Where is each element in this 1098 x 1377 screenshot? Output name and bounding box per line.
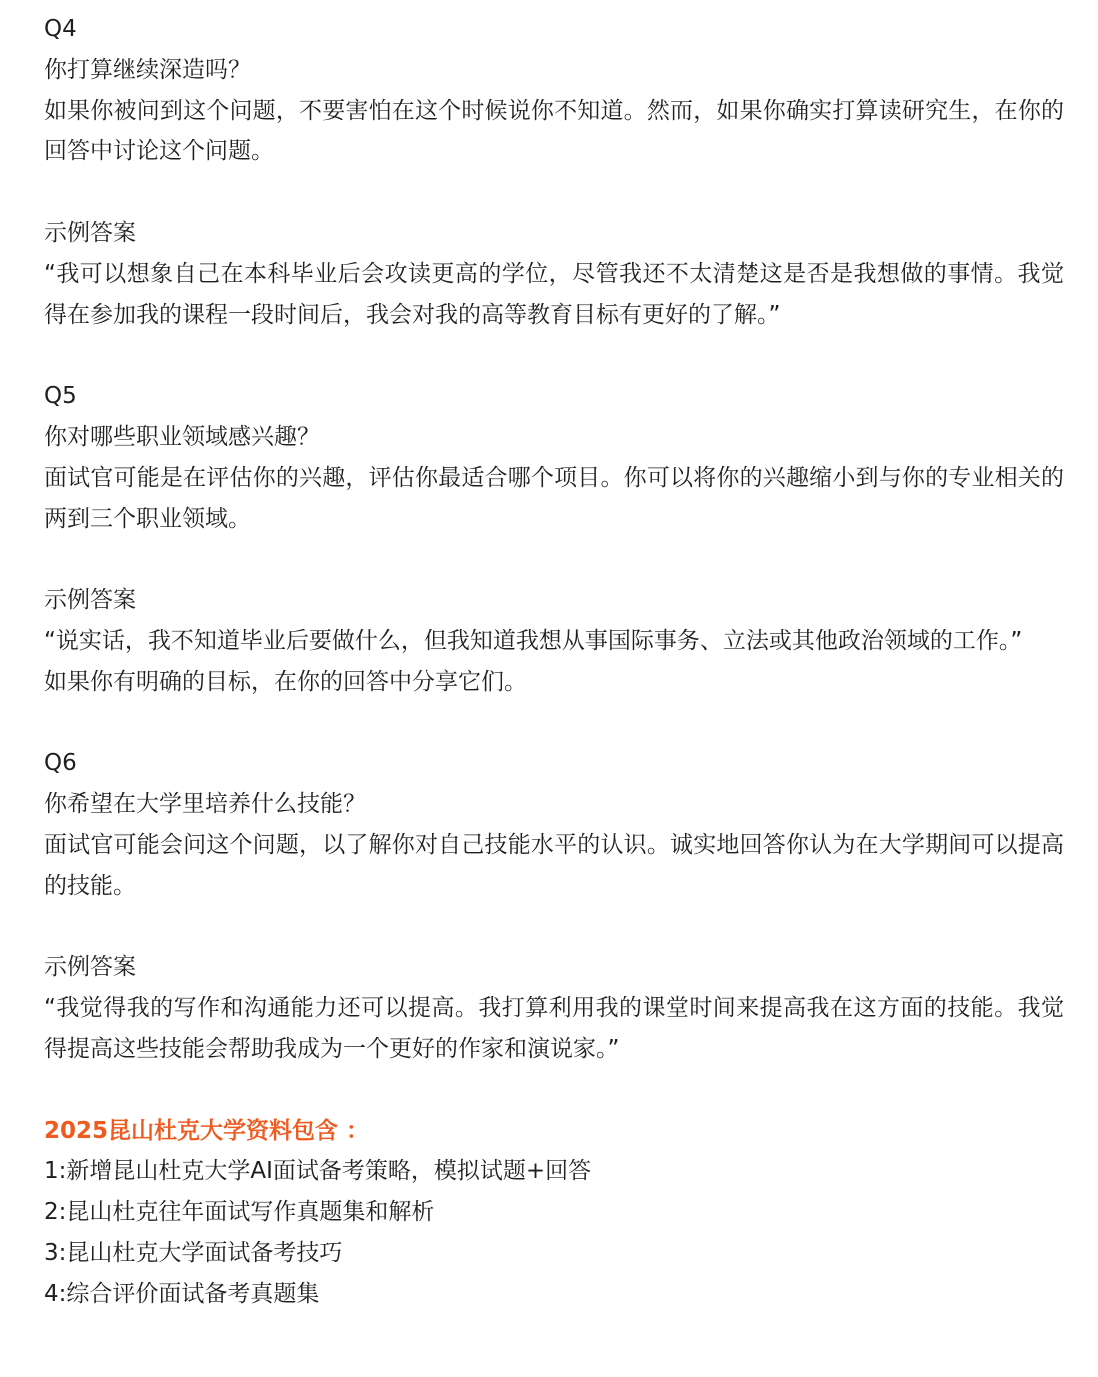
qa-section-q6 (44, 743, 1064, 1069)
spacer (44, 907, 1064, 948)
sample-answer-text: “我可以想象自己在本科毕业后会攻读更高的学位，尽管我还不太清楚这是否是我想做的事情。我觉得在参加我的课程一段时间后，我会对我的高等教育目标有更好的了解。” (44, 260, 1064, 328)
materials-section (44, 1111, 1064, 1315)
materials-item-3: 3:昆山杜克大学面试备考技巧 (44, 1239, 343, 1266)
spacer (44, 539, 1064, 580)
spacer (44, 335, 1064, 376)
qa-section-q5 (44, 376, 1064, 702)
sample-answer-label: 示例答案 (44, 219, 136, 246)
materials-title: 2025昆山杜克大学资料包含 ： (44, 1117, 370, 1144)
question-text: 你打算继续深造吗？ (44, 56, 251, 83)
question-text: 你希望在大学里培养什么技能？ (44, 791, 366, 818)
spacer (44, 703, 1064, 744)
sample-answer-label: 示例答案 (44, 954, 136, 981)
qa-section-q4 (44, 9, 1064, 335)
question-number: Q4 (44, 16, 77, 42)
answer-note: 如果你有明确的目标，在你的回答中分享它们。 (44, 668, 527, 695)
sample-answer-label: 示例答案 (44, 587, 136, 614)
spacer (44, 172, 1064, 213)
materials-item-2: 2:昆山杜克往年面试写作真题集和解析 (44, 1199, 435, 1226)
sample-answer-text: “说实话，我不知道毕业后要做什么，但我知道我想从事国际事务、立法或其他政治领域的工作。” (44, 627, 1023, 654)
sample-answer-text: “我觉得我的写作和沟通能力还可以提高。我打算利用我的课堂时间来提高我在这方面的技能。我觉得提高这些技能会帮助我成为一个更好的作家和演说家。” (44, 995, 1064, 1062)
question-number: Q5 (44, 383, 77, 410)
question-explanation: 面试官可能会问这个问题，以了解你对自己技能水平的认识。诚实地回答你认为在大学期间可以提高的技能。 (44, 831, 1064, 899)
question-text: 你对哪些职业领域感兴趣？ (44, 423, 320, 450)
question-number: Q6 (44, 750, 77, 777)
materials-item-4: 4:综合评价面试备考真题集 (44, 1280, 320, 1307)
materials-item-1: 1:新增昆山杜克大学AI面试备考策略，模拟试题+回答 (44, 1158, 592, 1185)
spacer (44, 1070, 1064, 1111)
question-explanation: 面试官可能是在评估你的兴趣，评估你最适合哪个项目。你可以将你的兴趣缩小到与你的专业相关的两到三个职业领域。 (44, 464, 1064, 532)
article-body (44, 9, 1064, 1315)
question-explanation: 如果你被问到这个问题，不要害怕在这个时候说你不知道。然而，如果你确实打算读研究生，在你的回答中讨论这个问题。 (44, 97, 1064, 165)
